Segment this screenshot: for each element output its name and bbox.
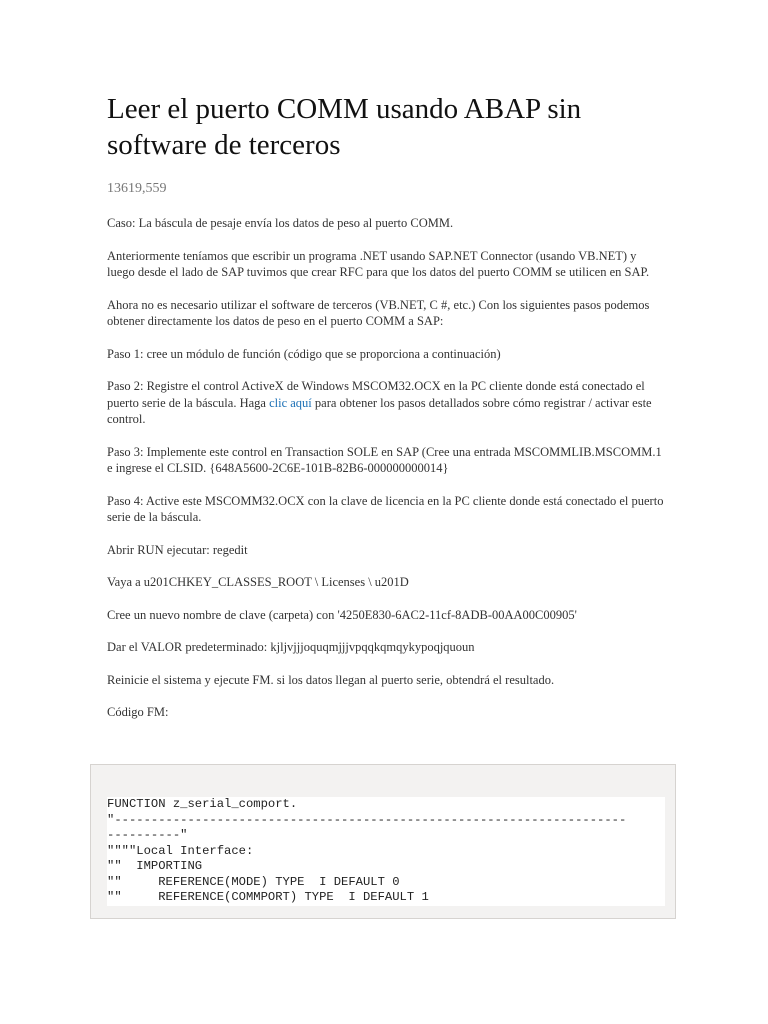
code-text: FUNCTION z_serial_comport. "---------------------------------------------------------------------- ----------" """"Local Interface: "" IMPORTING "" REFERENCE(MODE) TYPE I DEFAULT 0 "" REFERENCE(COMMPORT) TYPE I DEFAULT 1 — [107, 797, 627, 904]
paragraph-restart: Reinicie el sistema y ejecute FM. si los datos llegan al puerto serie, obtendrá el resultado. — [107, 672, 555, 687]
code-area — [107, 797, 665, 906]
click-here-link[interactable]: clic aquí — [269, 395, 312, 410]
code-block — [90, 764, 676, 919]
paragraph-code-heading: Código FM: — [107, 705, 169, 719]
paragraph-previous: Anteriormente teníamos que escribir un programa .NET usando SAP.NET Connector (usando VB.NET) y luego desde el lado de SAP tuvimos que crear RFC para que los datos del puerto COMM se utilicen en SAP. — [107, 248, 650, 279]
step-2-text-after: para obtener los pasos detallados sobre cómo registrar / activar este control. — [107, 395, 652, 426]
paragraph-step-1: Paso 1: cree un módulo de función (código que se proporciona a continuación) — [107, 346, 501, 361]
paragraph-run: Abrir RUN ejecutar: regedit — [107, 542, 248, 557]
article-body — [107, 215, 665, 737]
paragraph-registry-path: Vaya a u201CHKEY_CLASSES_ROOT \ Licenses \ u201D — [107, 575, 409, 589]
paragraph-step-4: Paso 4: Active este MSCOMM32.OCX con la clave de licencia en la PC cliente donde está conectado el puerto serie de la báscula. — [107, 493, 664, 524]
step-2-text-before: Paso 2: Registre el control ActiveX de Windows MSCOM32.OCX en la PC cliente donde está conectado el puerto serie de la báscula. Haga — [107, 379, 645, 410]
article-meta: 13619,559 — [107, 181, 167, 196]
paragraph-case: Caso: La báscula de pesaje envía los datos de peso al puerto COMM. — [107, 216, 454, 230]
article-title: Leer el puerto COMM usando ABAP sin software de terceros — [107, 93, 582, 161]
paragraph-step-3: Paso 3: Implemente este control en Transaction SOLE en SAP (Cree una entrada MSCOMMLIB.MSCOMM.1 e ingrese el CLSID. {648A5600-2C6E-101B-82B6-000000000014} — [107, 444, 662, 475]
paragraph-step-2 — [107, 378, 665, 428]
paragraph-new-key: Cree un nuevo nombre de clave (carpeta) con '4250E830-6AC2-11cf-8ADB-00AA00C00905' — [107, 607, 577, 622]
paragraph-now: Ahora no es necesario utilizar el software de terceros (VB.NET, C #, etc.) Con los siguientes pasos podemos obtener directamente los datos de peso en el puerto COMM a SAP: — [107, 297, 650, 328]
paragraph-default-value: Dar el VALOR predeterminado: kjljvjjjoquqmjjjvpqqkqmqykypoqjquoun — [107, 640, 475, 654]
